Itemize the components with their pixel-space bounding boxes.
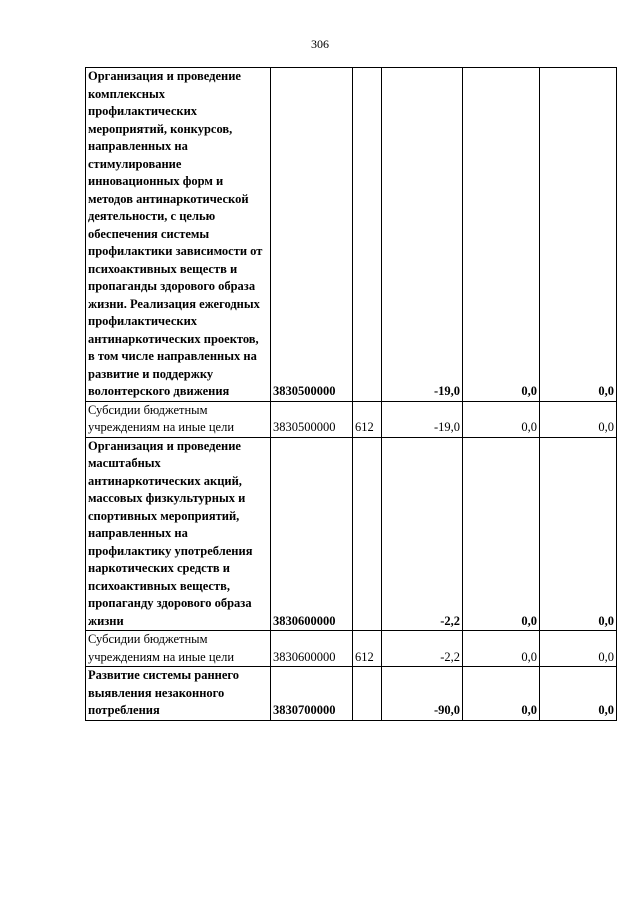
- row-code: 3830500000: [271, 68, 353, 402]
- row-value-3: 0,0: [540, 437, 617, 631]
- page-number: 306: [311, 37, 329, 51]
- budget-table: [85, 67, 617, 721]
- row-expense-type: [353, 68, 382, 402]
- row-expense-type: 612: [353, 401, 382, 437]
- row-expense-type: [353, 667, 382, 721]
- row-value-2: 0,0: [463, 437, 540, 631]
- table-row: [86, 631, 617, 667]
- table-row: [86, 68, 617, 402]
- row-value-1: -2,2: [382, 631, 463, 667]
- row-name: Субсидии бюджетным учреждениям на иные цели: [86, 401, 271, 437]
- row-value-3: 0,0: [540, 68, 617, 402]
- row-expense-type: [353, 437, 382, 631]
- row-name: Организация и проведение комплексных профилактических мероприятий, конкурсов, направленных на стимулирование инновационных форм и методов антинаркотической деятельности, с целью обеспечения системы профилактики зависимости от психоактивных веществ и пропаганды здорового образа жизни. Реализация ежегодных профилактических антинаркотических проектов, в том числе направленных на развитие и поддержку волонтерского движения: [86, 68, 271, 402]
- row-value-2: 0,0: [463, 401, 540, 437]
- row-value-3: 0,0: [540, 401, 617, 437]
- row-value-1: -19,0: [382, 401, 463, 437]
- row-value-2: 0,0: [463, 68, 540, 402]
- row-code: 3830700000: [271, 667, 353, 721]
- row-code: 3830500000: [271, 401, 353, 437]
- row-value-1: -19,0: [382, 68, 463, 402]
- row-expense-type: 612: [353, 631, 382, 667]
- row-name: Организация и проведение масштабных антинаркотических акций, массовых физкультурных и спортивных мероприятий, направленных на профилактику употребления наркотических средств и психоактивных веществ, пропаганду здорового образа жизни: [86, 437, 271, 631]
- row-value-1: -2,2: [382, 437, 463, 631]
- table-row: [86, 437, 617, 631]
- row-code: 3830600000: [271, 631, 353, 667]
- row-value-3: 0,0: [540, 631, 617, 667]
- row-code: 3830600000: [271, 437, 353, 631]
- table-row: [86, 667, 617, 721]
- row-value-2: 0,0: [463, 667, 540, 721]
- row-value-1: -90,0: [382, 667, 463, 721]
- row-value-2: 0,0: [463, 631, 540, 667]
- table-row: [86, 401, 617, 437]
- row-value-3: 0,0: [540, 667, 617, 721]
- row-name: Развитие системы раннего выявления незаконного потребления: [86, 667, 271, 721]
- row-name: Субсидии бюджетным учреждениям на иные цели: [86, 631, 271, 667]
